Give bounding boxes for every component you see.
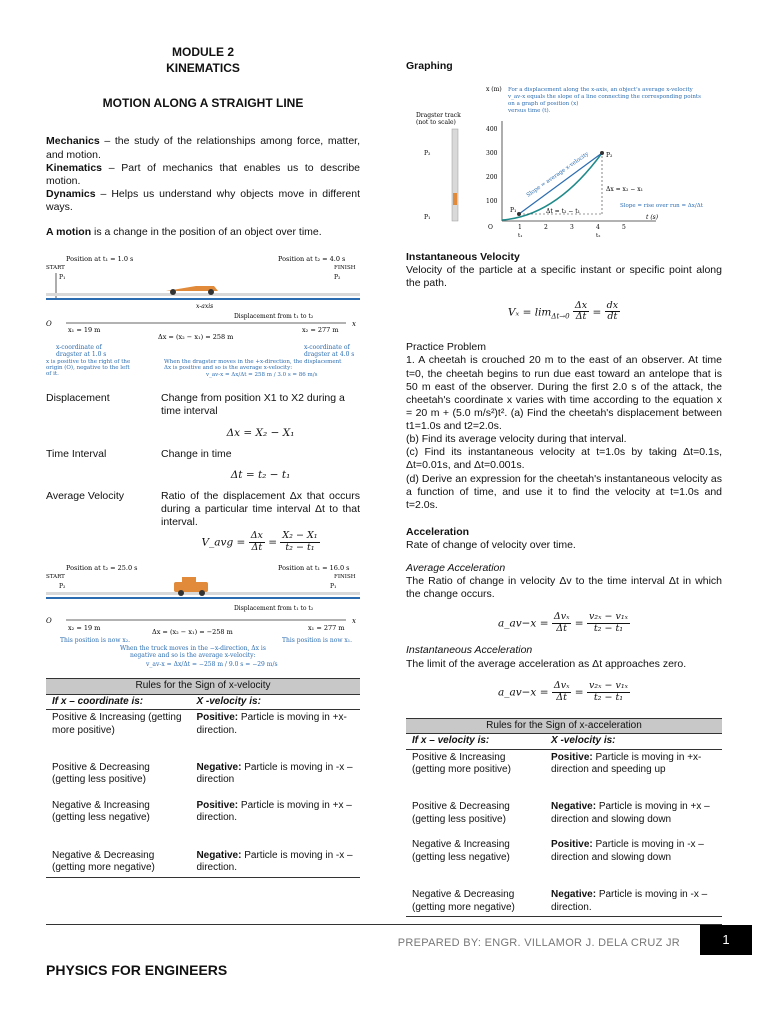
fig1-xc2a: x-coordinate of bbox=[304, 344, 350, 352]
dynamics-definition: Dynamics – Helps us understand why objects move in different ways. bbox=[46, 187, 360, 213]
term-average-velocity: Average Velocity Ratio of the displacement Δx that occurs during a particular time interval Δt to that interval. bbox=[46, 489, 360, 529]
fig1-xaxis: x-axis bbox=[196, 303, 214, 311]
acceleration-text: Rate of change of velocity over time. bbox=[406, 539, 576, 552]
fig1-origin: O bbox=[46, 320, 52, 329]
graph-dx: Δx = x₂ − x₁ bbox=[606, 186, 643, 194]
graph-slope-line-label: Slope = average x-velocity bbox=[525, 151, 590, 199]
table-row: Positive & Increasing (getting more positive) Positive: Particle is moving in +x-direction and speeding up bbox=[412, 751, 702, 776]
fig1-dx: Δx = (x₂ − x₁) = 258 m bbox=[158, 333, 234, 342]
table-row: Positive & Decreasing (getting less positive) Negative: Particle is moving in +x – direction and slowing down bbox=[412, 801, 710, 825]
graph-p2: P₂ bbox=[606, 152, 613, 160]
graph-ytick-400: 400 bbox=[486, 126, 498, 134]
kinematics-title: KINEMATICS bbox=[166, 61, 240, 76]
fig1-finish: FINISH bbox=[334, 265, 356, 272]
footer-divider bbox=[46, 924, 722, 925]
graph-xtick-4: 4 bbox=[596, 224, 600, 232]
prepared-by: PREPARED BY: ENGR. VILLAMOR J. DELA CRUZ JR bbox=[397, 937, 680, 949]
table-row: Negative & Decreasing (getting more negative) Negative: Particle is moving in -x – direction. bbox=[46, 848, 360, 878]
eq-average-velocity: V_avg = $\frac{\Delta x}{\Delta t}$ = $\frac{\text{X₂ − X₁}}{\text{t₂ − t₁}}$ bbox=[201, 530, 318, 554]
table-row: Negative & Increasing (getting less negative) Positive: Particle is moving in -x – direction and slowing down bbox=[412, 839, 704, 863]
fig2-p1: P₁ bbox=[330, 583, 337, 591]
velocity-sign-table bbox=[46, 678, 360, 878]
table-row: Positive & Decreasing (getting less positive) Negative: Particle is moving in -x – direction bbox=[52, 761, 353, 786]
term-time-interval: Time Interval Change in time bbox=[46, 447, 232, 460]
graph-xm: x (m) bbox=[486, 86, 502, 94]
graph-xtick-3: 3 bbox=[570, 224, 574, 232]
fig1-note2b: Δx is positive and so is the average x-velocity: bbox=[164, 365, 293, 372]
graph-ytick-200: 200 bbox=[486, 174, 498, 182]
eq-time-interval: Δt = t₂ − t₁ bbox=[230, 468, 291, 481]
course-title: PHYSICS FOR ENGINEERS bbox=[46, 962, 228, 978]
acceleration-title: Acceleration bbox=[406, 525, 470, 538]
fig2-n1: When the truck moves in the −x-direction, Δx is bbox=[120, 645, 266, 653]
fig2-pos1: Position at t₂ = 25.0 s bbox=[66, 564, 138, 573]
kinematics-definition: Kinematics – Part of mechanics that enables us to describe motion. bbox=[46, 161, 360, 187]
fig2-note-right: This position is now x₁. bbox=[282, 637, 353, 645]
inst-acceleration-text: The limit of the average acceleration as Δt approaches zero. bbox=[406, 657, 687, 670]
graph-slope: Slope = rise over run = Δx/Δt bbox=[620, 203, 703, 210]
practice-part-b: (b) Find its average velocity during that interval. bbox=[406, 433, 627, 446]
table-row: Positive & Increasing (getting more positive) Positive: Particle is moving in +x-direction. bbox=[52, 712, 347, 736]
fig2-p2: P₂ bbox=[59, 583, 66, 591]
graph-track2: (not to scale) bbox=[416, 119, 456, 127]
eq-avg-acceleration: a_av−x = $\frac{\text{Δvₓ}}{\Delta t}$ = $\frac{\text{v₂ₓ − v₁ₓ}}{\text{t₂ − t₁}}$ bbox=[497, 610, 629, 634]
graph-caption3: on a graph of position (x) bbox=[508, 101, 579, 108]
eq-displacement: Δx = X₂ − X₁ bbox=[226, 426, 295, 439]
practice-part-c: (c) Find its instantaneous velocity at t=1.0s by taking Δt=0.1s, Δt=0.01s, and Δt=0.001s. bbox=[406, 446, 722, 472]
fig1-x: x bbox=[352, 320, 356, 329]
fig1-pos2: Position at t₂ = 4.0 s bbox=[278, 255, 346, 264]
graph-t2: t₂ bbox=[596, 233, 601, 240]
table-row: Negative & Increasing (getting less negative) Positive: Particle is moving in +x – direction. bbox=[52, 799, 352, 824]
fig1-xc2b: dragster at 4.0 s bbox=[304, 351, 355, 359]
fig2-finish: FINISH bbox=[334, 574, 356, 581]
fig1-p2: P₂ bbox=[334, 274, 341, 282]
fig2-start: START bbox=[46, 574, 65, 581]
velocity-table-caption: Rules for the Sign of x-velocity bbox=[46, 679, 360, 695]
right-column bbox=[406, 60, 722, 917]
fig1-note1c: of it. bbox=[46, 371, 59, 378]
graph-track1: Dragster track bbox=[416, 112, 461, 120]
eq-inst-acceleration: a_av−x = $\frac{\text{Δvₓ}}{\Delta t}$ = $\frac{\text{v₂ₓ − v₁ₓ}}{\text{t₂ − t₁}}$ bbox=[497, 679, 629, 703]
fig1-p1: P₁ bbox=[59, 274, 66, 282]
velocity-table-header-2: X -velocity is: bbox=[190, 694, 360, 710]
position-time-graph bbox=[406, 81, 722, 240]
graphing-title: Graphing bbox=[406, 60, 453, 72]
inst-velocity-text: Velocity of the particle at a specific instant or specific point along the path. bbox=[406, 264, 722, 290]
motion-title: MOTION ALONG A STRAIGHT LINE bbox=[102, 96, 304, 111]
graph-origin: O bbox=[488, 224, 493, 232]
fig1-x1: x₁ = 19 m bbox=[68, 326, 101, 335]
fig2-pos2: Position at t₁ = 16.0 s bbox=[278, 564, 350, 573]
graph-dt: Δt = t₂ − t₁ bbox=[546, 208, 581, 216]
fig1-x2: x₂ = 277 m bbox=[302, 326, 339, 335]
acceleration-table-header-1: If x – velocity is: bbox=[406, 734, 545, 750]
truck-figure bbox=[46, 562, 360, 674]
fig2-origin: O bbox=[46, 617, 52, 626]
left-column bbox=[46, 44, 360, 878]
graph-track-p2: P₂ bbox=[424, 150, 431, 158]
inst-acceleration-title: Instantaneous Acceleration bbox=[406, 644, 533, 657]
fig1-vel: v_av-x = Δx/Δt = 258 m / 3.0 s = 86 m/s bbox=[206, 372, 318, 379]
term-displacement: Displacement Change from position X1 to X2 during a time interval bbox=[46, 392, 345, 418]
module-title: MODULE 2 bbox=[171, 45, 234, 59]
fig1-pos1: Position at t₁ = 1.0 s bbox=[66, 255, 134, 264]
velocity-table-header-1: If x – coordinate is: bbox=[46, 694, 190, 710]
practice-part-a: 1. A cheetah is crouched 20 m to the east of an observer. At time t=0, the cheetah begins to run due east toward an antelope that is 50 m east of the observer. During the first 2.0 s of the attack, the cheetah's coordinate x varies with time according to the equation x = 20 m + (5.0 m/s²)t². (a) Find the cheetah's displacement between t1=1.0s and t2=2.0s. bbox=[406, 354, 722, 433]
graph-xtick-1: 1 bbox=[518, 224, 522, 232]
graph-ytick-100: 100 bbox=[486, 198, 498, 206]
fig2-n2: negative and so is the average x-velocity: bbox=[130, 652, 256, 660]
practice-title: Practice Problem bbox=[406, 341, 486, 354]
graph-track-p1: P₁ bbox=[424, 214, 431, 222]
fig1-disp: Displacement from t₁ to t₂ bbox=[234, 313, 314, 321]
mechanics-definition: Mechanics – the study of the relationships among force, matter, and motion. bbox=[46, 135, 360, 161]
inst-velocity-title: Instantaneous Velocity bbox=[406, 251, 520, 264]
slope-line bbox=[519, 153, 602, 214]
fig1-start: START bbox=[46, 265, 65, 272]
fig1-note2a: When the dragster moves in the +x-direction, the displacement bbox=[164, 359, 342, 366]
fig2-x1: x₁ = 277 m bbox=[308, 624, 345, 633]
graph-caption1: For a displacement along the x-axis, an object's average x-velocity bbox=[508, 87, 693, 94]
graph-ts: t (s) bbox=[646, 214, 659, 222]
fig2-x2: x₂ = 19 m bbox=[68, 624, 101, 633]
graph-caption2: v_av-x equals the slope of a line connecting the corresponding points bbox=[508, 94, 701, 101]
fig2-dx: Δx = (x₂ − x₁) = −258 m bbox=[152, 628, 233, 637]
avg-acceleration-text: The Ratio of change in velocity Δv to the time interval Δt in which the change occurs. bbox=[406, 575, 722, 601]
page-number: 1 bbox=[700, 925, 752, 955]
avg-acceleration-title: Average Acceleration bbox=[406, 562, 506, 575]
dragster-figure bbox=[46, 253, 360, 378]
graph-p1: P₁ bbox=[510, 207, 517, 215]
graph-caption4: versus time (t). bbox=[508, 108, 551, 115]
graph-xtick-2: 2 bbox=[544, 224, 548, 232]
dragster-marker-icon bbox=[453, 193, 457, 205]
graph-ytick-300: 300 bbox=[486, 150, 498, 158]
acceleration-sign-table bbox=[406, 718, 722, 918]
graph-xtick-5: 5 bbox=[622, 224, 626, 232]
fig2-disp: Displacement from t₁ to t₂ bbox=[234, 605, 314, 613]
table-row: Negative & Decreasing (getting more negative) Negative: Particle is moving in -x – direction. bbox=[406, 887, 722, 917]
fig1-xc1b: dragster at 1.0 s bbox=[56, 351, 107, 359]
fig1-note1a: x is positive to the right of the bbox=[46, 359, 131, 366]
fig1-note1b: origin (O), negative to the left bbox=[46, 365, 130, 372]
fig1-xc1a: x-coordinate of bbox=[56, 344, 102, 352]
practice-part-d: (d) Derive an expression for the cheetah's instantaneous velocity as a function of time, and use it to find the velocity at t=1.0s and t=2.0s. bbox=[406, 472, 722, 511]
motion-definition: A motion is a change in the position of an object over time. bbox=[46, 226, 322, 239]
fig2-x: x bbox=[352, 617, 356, 626]
fig2-vel: v_av-x = Δx/Δt = −258 m / 9.0 s = −29 m/s bbox=[146, 661, 278, 669]
eq-inst-velocity: $V_x = \lim_{\Delta t\to 0}$ $\frac{\Delta x}{\Delta t}$ = $\frac{dx}{dt}$ bbox=[507, 299, 619, 323]
fig2-note-left: This position is now x₂. bbox=[60, 637, 131, 645]
acceleration-table-caption: Rules for the Sign of x-acceleration bbox=[406, 718, 722, 734]
graph-t1: t₁ bbox=[518, 233, 523, 240]
acceleration-table-header-2: X -velocity is: bbox=[545, 734, 722, 750]
